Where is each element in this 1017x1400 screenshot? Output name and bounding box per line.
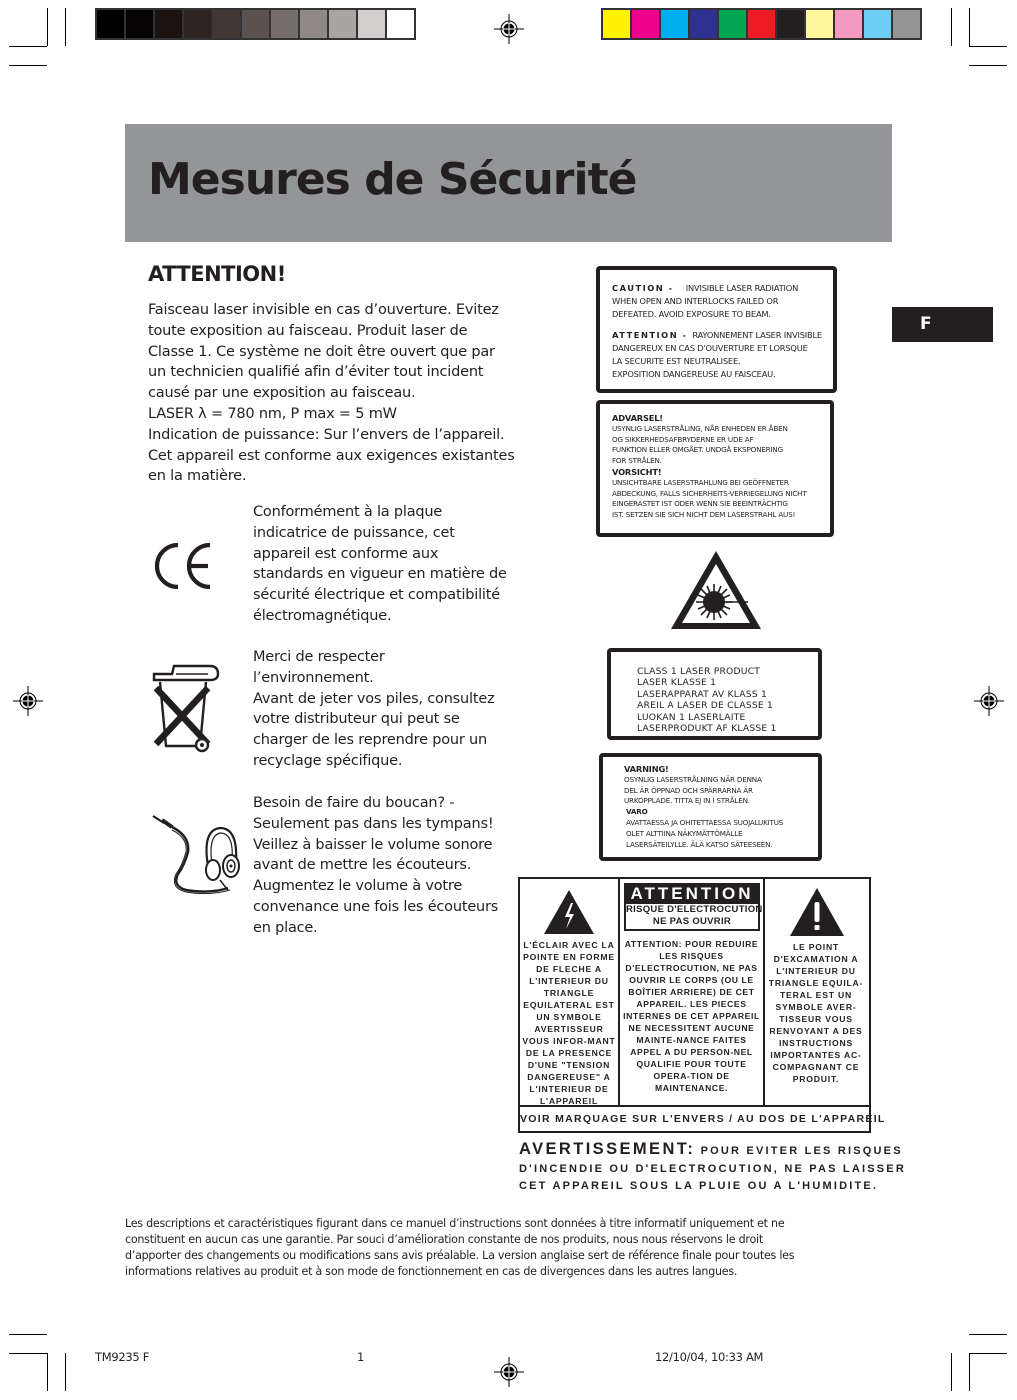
attention-panel-heading: ATTENTION [624, 883, 760, 904]
text-line: L'ÉCLAIR AVEC LA [523, 940, 615, 950]
color-swatch [213, 10, 240, 38]
text-line: APPEL A DU PERSON-NEL [630, 1047, 753, 1057]
text-line: MAINTE-NANCE FAITES [636, 1035, 747, 1045]
text-line: Merci de respecter [253, 649, 385, 665]
text-line: Besoin de faire du boucan? - [253, 795, 455, 811]
lightning-triangle-icon [543, 889, 595, 935]
text-line: TERAL EST UN [780, 990, 852, 1000]
caution-label [596, 266, 837, 393]
text-line: UN SYMBOLE [536, 1012, 602, 1022]
text-line: Indication de puissance: Sur l’envers de l’appareil. [148, 426, 505, 443]
varning-heading: VARNING! [624, 764, 669, 774]
text-line: AVERTISSEUR [534, 1024, 604, 1034]
text-line: Classe 1. Ce système ne doit être ouvert que par [148, 343, 495, 360]
attention-paragraph [148, 300, 518, 487]
cmyk-color-bar [601, 8, 922, 40]
color-swatch [300, 10, 327, 38]
text-line: WHEN OPEN AND INTERLOCKS FAILED OR [612, 295, 779, 306]
color-swatch [661, 10, 688, 38]
attention-line: RAYONNEMENT LASER INVISIBLE [692, 330, 822, 341]
text-line: Cet appareil est conforme aux exigences existantes [148, 447, 515, 464]
advarsel-lines [612, 424, 830, 467]
text-line: IST. SETZEN SIE SICH NICHT DEM LASERSTRAHL AUS! [612, 510, 796, 520]
advarsel-heading: ADVARSEL! [612, 413, 663, 423]
text-line: l’environnement. [253, 669, 374, 686]
environment-paragraph [253, 647, 513, 772]
text-line: Augmentez le volume à votre [253, 878, 463, 895]
text-line: OUVRIR LE CORPS (OU LE [629, 975, 754, 985]
avertissement-lead: AVERTISSEMENT: [519, 1140, 696, 1158]
text-line: toute exposition au faisceau. Produit laser de [148, 322, 468, 339]
registration-mark-icon [494, 1357, 524, 1387]
text-line: constituent en aucun cas une garantie. Par souci d’amélioration constante de nos produits, nous nous réservons le droit [125, 1233, 763, 1246]
class1-laser-label [607, 648, 822, 740]
color-swatch [777, 10, 804, 38]
footer-timestamp: 12/10/04, 10:33 AM [655, 1350, 764, 1364]
text-line: TISSEUR VOUS [779, 1014, 853, 1024]
avertissement-line: CET APPAREIL SOUS LA PLUIE OU A L'HUMIDITE. [519, 1180, 879, 1192]
text-line: RISQUE D'ELECTROCUTION [626, 904, 763, 915]
language-tab: F [892, 307, 993, 342]
exclamation-text [765, 941, 867, 1085]
caution-lines [612, 295, 833, 321]
footer-doc-id: TM9235 F [95, 1350, 150, 1364]
caution-tag: CAUTION - [612, 283, 674, 293]
text-line: DANGEREUX EN CAS D'OUVERTURE ET LORSQUE [612, 343, 808, 354]
text-line: APPAREIL. LES PIECES [636, 999, 747, 1009]
text-line: Avant de jeter vos piles, consultez [253, 690, 495, 707]
text-line: LA SECURITE EST NEUTRALISEE. [612, 355, 741, 366]
disclaimer-paragraph [125, 1216, 865, 1280]
attention-column [620, 879, 765, 1105]
text-line: un technicien qualifié afin d’éviter tout incident [148, 364, 484, 381]
color-swatch [632, 10, 659, 38]
text-line: causé par une exposition au faisceau. [148, 385, 416, 402]
color-swatch [126, 10, 153, 38]
text-line: DANGEREUSE" A [527, 1072, 611, 1082]
marking-note: VOIR MARQUAGE SUR L'ENVERS / AU DOS DE L'APPAREIL [520, 1105, 869, 1131]
text-line: AVATTAESSA JA OHITETTAESSA SUOJALUKITUS [626, 817, 784, 827]
text-line: LES RISQUES [659, 951, 724, 961]
text-line: LASER KLASSE 1 [637, 677, 717, 689]
text-line: D'ELECTROCUTION, NE PAS [625, 963, 758, 973]
lightning-column [520, 879, 620, 1105]
attention-panel-text [620, 938, 763, 1094]
ce-mark-icon [150, 540, 214, 592]
footer-page-number: 1 [357, 1350, 365, 1364]
caution-line: INVISIBLE LASER RADIATION [685, 283, 799, 293]
color-swatch [184, 10, 211, 38]
text-line: EQUILATERAL EST [523, 1000, 615, 1010]
attention-lines [612, 342, 833, 380]
text-line: avant de mettre les écouteurs. [253, 857, 472, 874]
text-line: LUOKAN 1 LASERLAITE [637, 711, 746, 723]
text-line: QUALIFIE POUR TOUTE [636, 1059, 747, 1069]
attention-heading: ATTENTION! [148, 262, 286, 286]
text-line: OPERA-TION DE [653, 1071, 730, 1081]
varning-lines [624, 775, 818, 807]
text-line: D'UNE "TENSION [527, 1060, 611, 1070]
text-line: L'INTERIEUR DU [776, 966, 856, 976]
text-line: URKOPPLADE. TITTA EJ IN I STRÅLEN. [624, 796, 750, 806]
ce-paragraph [253, 502, 513, 627]
advarsel-label [596, 400, 834, 537]
text-line: LASERSÄTEILYLLE. ÄLÄ KATSO SÄTEESEEN. [626, 839, 773, 849]
text-line: LASERPRODUKT AF KLASSE 1 [637, 723, 777, 735]
text-line: COMPAGNANT CE [772, 1062, 860, 1072]
registration-mark-icon [494, 14, 524, 44]
text-line: charger de les reprendre pour un [253, 732, 488, 749]
text-line: FOR STRÅLEN. [612, 456, 662, 466]
exclamation-column [765, 879, 869, 1105]
vorsicht-heading: VORSICHT! [612, 466, 662, 477]
text-line: en la matière. [148, 468, 247, 485]
text-line: RENVOYANT A DES [769, 1026, 863, 1036]
text-line: EINGERASTET IST ODER WENN SIE BEEINTRÄCHTIG [612, 499, 788, 509]
electric-shock-warning-panel [518, 877, 886, 1133]
color-swatch [864, 10, 891, 38]
page-title: Mesures de Sécurité [148, 154, 637, 205]
color-swatch [719, 10, 746, 38]
text-line: FUNKTION ELLER OMGÅET. UNDGÅ EKSPONERING [612, 445, 783, 455]
text-line: Veillez à baisser le volume sonore [253, 836, 493, 853]
text-line: MAINTENANCE. [654, 1083, 729, 1093]
text-line: appareil est conforme aux [253, 545, 439, 562]
text-line: DE LA PRESENCE [525, 1048, 613, 1058]
headphones-icon [150, 810, 242, 900]
text-line: Seulement pas dans les tympans! [253, 815, 494, 832]
avertissement-warning [519, 1141, 906, 1196]
text-line: BOÎTIER ARRIERE) DE CET [628, 987, 755, 997]
text-line: d’apporter des changements ou modifications sans avis préalable. La version anglaise sert de référence finale pour toutes les [125, 1249, 795, 1262]
color-swatch [97, 10, 124, 38]
text-line: indicatrice de puissance, cet [253, 524, 455, 541]
text-line: L'APPAREIL [539, 1096, 599, 1106]
text-line: LE POINT [792, 942, 840, 952]
color-swatch [748, 10, 775, 38]
varo-heading: VARO [626, 807, 648, 817]
text-line: CLASS 1 LASER PRODUCT [637, 666, 761, 677]
color-swatch [690, 10, 717, 38]
text-line: Conformément à la plaque [253, 504, 443, 520]
text-line: PRODUIT. [792, 1074, 840, 1084]
text-line: OG SIKKERHEDSAFBRYDERNE ER UDE AF [612, 434, 754, 444]
text-line: ABDECKUNG, FALLS SICHERHEITS-VERRIEGELUNG NICHT [612, 488, 807, 498]
text-line: NE NECESSITENT AUCUNE [628, 1023, 755, 1033]
color-swatch [155, 10, 182, 38]
color-swatch [835, 10, 862, 38]
text-line: électromagnétique. [253, 607, 392, 624]
varo-lines [624, 818, 818, 850]
text-line: SYMBOLE AVER- [775, 1002, 857, 1012]
text-line: L'INTERIEUR DU [529, 976, 609, 986]
lightning-text [520, 939, 618, 1107]
shock-risk-subheading [624, 904, 763, 931]
color-swatch [329, 10, 356, 38]
color-swatch [806, 10, 833, 38]
headphone-paragraph [253, 793, 513, 939]
text-line: UNSICHTBARE LASERSTRAHLUNG BEI GEÖFFNETER [612, 477, 789, 487]
color-swatch [242, 10, 269, 38]
color-swatch [603, 10, 630, 38]
text-line: ATTENTION: POUR REDUIRE [624, 939, 759, 949]
registration-mark-icon [974, 686, 1004, 716]
text-line: LASER λ = 780 nm, P max = 5 mW [148, 405, 397, 422]
text-line: Faisceau laser invisible en cas d’ouverture. Evitez [148, 302, 499, 318]
text-line: IMPORTANTES AC- [770, 1050, 862, 1060]
text-line: NE PAS OUVRIR [652, 915, 732, 927]
crossed-out-bin-icon [150, 660, 220, 754]
attention-tag: ATTENTION - [612, 330, 688, 341]
text-line: standards en vigueur en matière de [253, 566, 507, 583]
text-line: votre distributeur qui peut se [253, 711, 460, 728]
color-swatch [893, 10, 920, 38]
text-line: sécurité électrique et compatibilité [253, 587, 500, 604]
avertissement-line: POUR EVITER LES RISQUES [695, 1145, 903, 1157]
text-line: INSTRUCTIONS [778, 1038, 854, 1048]
text-line: EXPOSITION DANGEREUSE AU FAISCEAU. [612, 368, 776, 379]
text-line: AREIL A LASER DE CLASSE 1 [637, 700, 774, 712]
vorsicht-lines [612, 478, 830, 521]
text-line: TRIANGLE EQUILA- [768, 978, 864, 988]
laser-hazard-icon [668, 548, 764, 632]
text-line: informations relatives au produit et à son mode de fonctionnement en cas de divergences dans les autres langues. [125, 1265, 738, 1278]
text-line: POINTE EN FORME [523, 952, 615, 962]
text-line: OLET ALTTIINA NÄKYMÄTTÖMÄLLE [626, 828, 743, 838]
text-line: DEFEATED. AVOID EXPOSURE TO BEAM. [612, 308, 771, 319]
color-swatch [358, 10, 385, 38]
text-line: convenance une fois les écouteurs [253, 898, 499, 915]
text-line: Les descriptions et caractéristiques figurant dans ce manuel d’instructions sont données à titre informatif uniquement et ne [125, 1217, 785, 1230]
text-line: D'EXCAMATION A [773, 954, 859, 964]
avertissement-line: D'INCENDIE OU D'ELECTROCUTION, NE PAS LAISSER [519, 1162, 906, 1175]
grayscale-color-bar [95, 8, 416, 40]
registration-mark-icon [13, 686, 43, 716]
text-line: en place. [253, 919, 318, 936]
text-line: VOUS INFOR-MANT [522, 1036, 616, 1046]
class1-lines [637, 666, 818, 734]
text-line: L'INTERIEUR DE [529, 1084, 609, 1094]
text-line: OSYNLIG LASERSTRÅLNING NÄR DENNA [624, 774, 762, 784]
varning-label [599, 753, 822, 861]
text-line: recyclage spécifique. [253, 752, 403, 769]
color-swatch [271, 10, 298, 38]
text-line: INTERNES DE CET APPAREIL [623, 1011, 760, 1021]
text-line: DEL ÄR ÖPPNAD OCH SPÄRRARNA ÄR [624, 785, 753, 795]
color-swatch [387, 10, 414, 38]
exclamation-triangle-icon [789, 887, 845, 937]
text-line: TRIANGLE [543, 988, 595, 998]
text-line: LASERAPPARAT AV KLASS 1 [637, 688, 768, 700]
text-line: DE FLECHE A [536, 964, 602, 974]
text-line: USYNLIG LASERSTRÅLING, NÅR ENHEDEN ER ÅBEN [612, 423, 788, 433]
